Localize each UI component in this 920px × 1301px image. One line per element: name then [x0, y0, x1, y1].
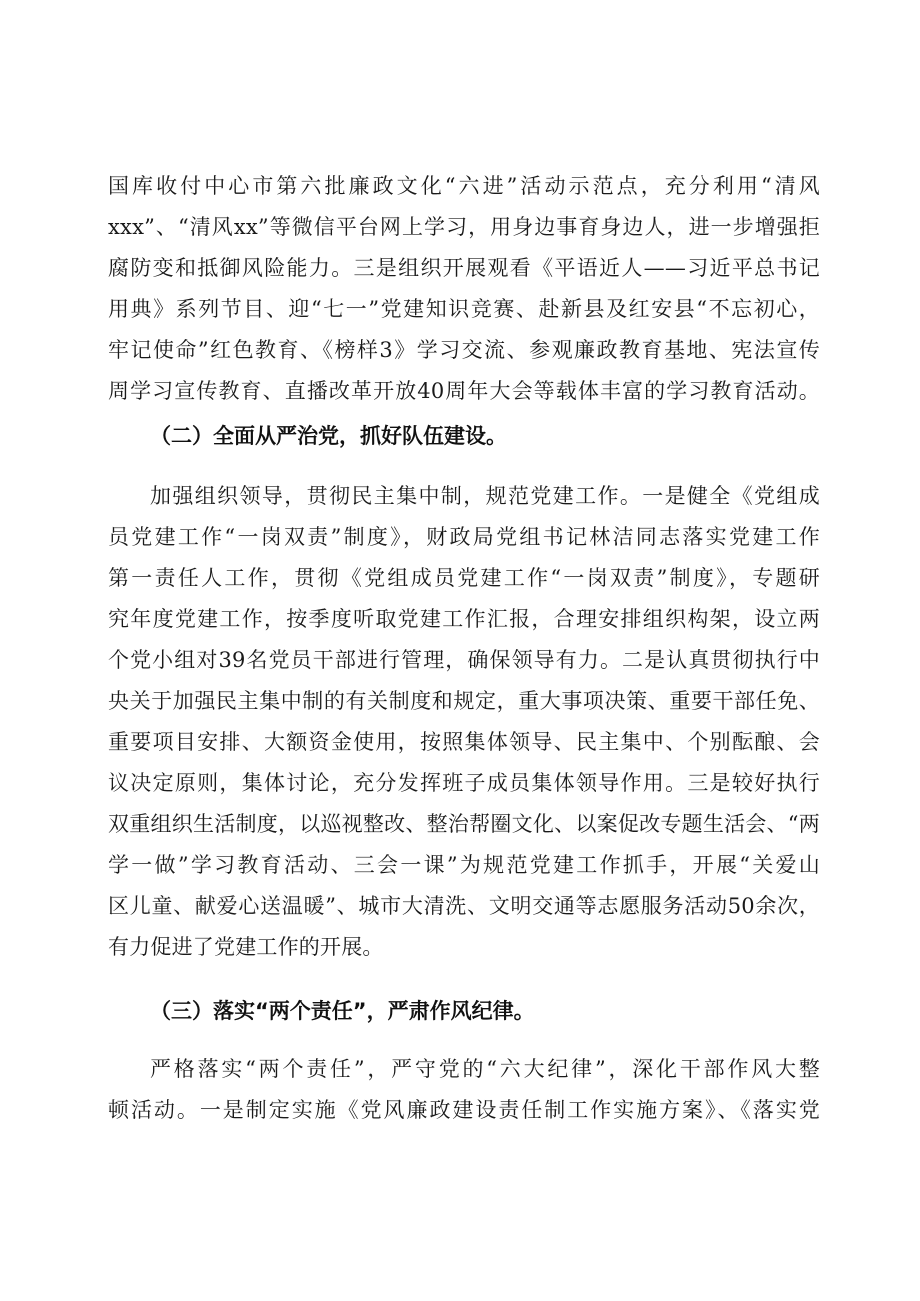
paragraph-line: 员党建工作“一岗双责”制度》，财政局党组书记林洁同志落实党建工作	[108, 525, 820, 549]
paragraph-line: 有力促进了党建工作的开展。	[108, 935, 384, 959]
paragraph-line: 央关于加强民主集中制的有关制度和规定，重大事项决策、重要干部任免、	[108, 689, 820, 713]
paragraph-line: xxx”、“清风xx”等微信平台网上学习，用身边事育身边人，进一步增强拒	[108, 215, 820, 239]
paragraph-line: 议决定原则，集体讨论，充分发挥班子成员集体领导作用。三是较好执行	[108, 771, 820, 795]
paragraph-line: 周学习宣传教育、直播改革开放40周年大会等载体丰富的学习教育活动。	[108, 379, 820, 403]
paragraph-line: 顿活动。一是制定实施《党风廉政建设责任制工作实施方案》、《落实党	[108, 1098, 820, 1122]
section-heading: （二）全面从严治党，抓好队伍建设。	[150, 424, 507, 448]
paragraph-line: 用典》系列节目、迎“七一”党建知识竞赛、赴新县及红安县“不忘初心，	[108, 297, 820, 321]
paragraph-line: 严格落实“两个责任”，严守党的“六大纪律”，深化干部作风大整	[150, 1057, 820, 1081]
paragraph-line: 区儿童、献爱心送温暖”、城市大清洗、文明交通等志愿服务活动50余次，	[108, 894, 820, 918]
paragraph-line: 国库收付中心市第六批廉政文化“六进”活动示范点，充分利用“清风	[108, 174, 820, 198]
paragraph-line: 重要项目安排、大额资金使用，按照集体领导、民主集中、个别酝酿、会	[108, 730, 820, 754]
paragraph-line: 腐防变和抵御风险能力。三是组织开展观看《平语近人——习近平总书记	[108, 256, 820, 280]
paragraph-line: 第一责任人工作，贯彻《党组成员党建工作“一岗双责”制度》，专题研	[108, 566, 820, 590]
section-heading: （三）落实“两个责任”，严肃作风纪律。	[150, 999, 535, 1023]
paragraph-line: 加强组织领导，贯彻民主集中制，规范党建工作。一是健全《党组成	[150, 484, 820, 508]
paragraph-line: 学一做”学习教育活动、三会一课”为规范党建工作抓手，开展“关爱山	[108, 853, 820, 877]
paragraph-line: 双重组织生活制度，以巡视整改、整治帮圈文化、以案促改专题生活会、“两	[108, 812, 820, 836]
paragraph-line: 究年度党建工作，按季度听取党建工作汇报，合理安排组织构架，设立两	[108, 607, 820, 631]
paragraph-line: 牢记使命”红色教育、《榜样3》学习交流、参观廉政教育基地、宪法宣传	[108, 338, 820, 362]
paragraph-line: 个党小组对39名党员干部进行管理，确保领导有力。二是认真贯彻执行中	[108, 648, 820, 672]
